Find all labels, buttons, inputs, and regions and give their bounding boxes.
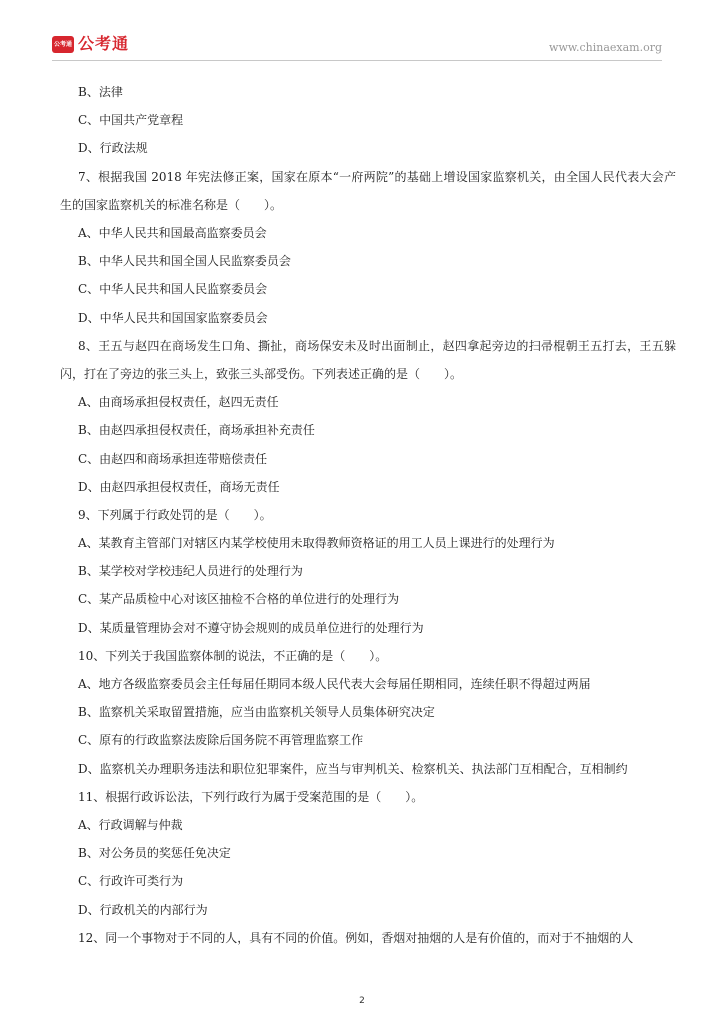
text-line: B、法律: [78, 85, 123, 99]
text-line: C、行政许可类行为: [78, 874, 184, 889]
page-number: 2: [359, 996, 365, 1006]
brand-logo[interactable]: [52, 34, 129, 54]
text-line: D、监察机关办理职务违法和职位犯罪案件，应当与审判机关、检察机关、执法部门互相配合，互相制约: [78, 761, 628, 776]
text-line: B、监察机关采取留置措施，应当由监察机关领导人员集体研究决定: [78, 705, 435, 720]
site-url[interactable]: www.chinaexam.org: [549, 41, 662, 54]
logo-badge-icon: 公考通: [52, 36, 74, 53]
text-line: C、某产品质检中心对该区抽检不合格的单位进行的处理行为: [78, 592, 400, 607]
text-line: C、中华人民共和国人民监察委员会: [78, 282, 268, 297]
text-line: D、某质量管理协会对不遵守协会规则的成员单位进行的处理行为: [78, 620, 424, 635]
text-line: D、行政机关的内部行为: [78, 902, 208, 917]
text-line: C、由赵四和商场承担连带赔偿责任: [78, 451, 268, 466]
text-line: A、地方各级监察委员会主任每届任期同本级人民代表大会每届任期相同，连续任职不得超过两届: [78, 677, 591, 691]
text-line: C、中国共产党章程: [78, 113, 184, 128]
text-line: 10、下列关于我国监察体制的说法，不正确的是（ ）。: [78, 648, 388, 663]
logo-text: 公考通: [78, 34, 130, 53]
text-line: B、对公务员的奖惩任免决定: [78, 846, 231, 861]
page-header: [52, 34, 662, 60]
text-line: 12、同一个事物对于不同的人，具有不同的价值。例如，香烟对抽烟的人是有价值的，而对于不抽烟的人: [78, 930, 634, 945]
text-line: A、由商场承担侵权责任，赵四无责任: [78, 395, 279, 410]
text-line: 8、王五与赵四在商场发生口角、撕扯，商场保安未及时出面制止，赵四拿起旁边的扫帚棍朝王五打去，王五躲闪，打在了旁边的张三头上，致张三头部受伤。下列表述正确的是（ ）。: [60, 338, 676, 381]
text-line: A、中华人民共和国最高监察委员会: [78, 225, 267, 240]
text-line: 9、下列属于行政处罚的是（ ）。: [78, 507, 272, 522]
text-line: D、中华人民共和国国家监察委员会: [78, 310, 268, 325]
text-line: C、原有的行政监察法废除后国务院不再管理监察工作: [78, 733, 364, 748]
document-body: [60, 78, 676, 952]
text-line: A、行政调解与仲裁: [78, 817, 183, 832]
text-line: D、由赵四承担侵权责任，商场无责任: [78, 479, 280, 494]
text-line: D、行政法规: [78, 141, 148, 156]
header-divider: [52, 60, 662, 61]
text-line: B、由赵四承担侵权责任，商场承担补充责任: [78, 423, 315, 438]
text-line: B、中华人民共和国全国人民监察委员会: [78, 254, 291, 269]
text-line: 11、根据行政诉讼法，下列行政行为属于受案范围的是（ ）。: [78, 789, 424, 804]
text-line: A、某教育主管部门对辖区内某学校使用未取得教师资格证的用工人员上课进行的处理行为: [78, 536, 555, 551]
text-line: B、某学校对学校违纪人员进行的处理行为: [78, 564, 303, 579]
text-line: 7、根据我国 2018 年宪法修正案，国家在原本“一府两院”的基础上增设国家监察机关，由全国人民代表大会产生的国家监察机关的标准名称是（ ）。: [60, 169, 676, 212]
